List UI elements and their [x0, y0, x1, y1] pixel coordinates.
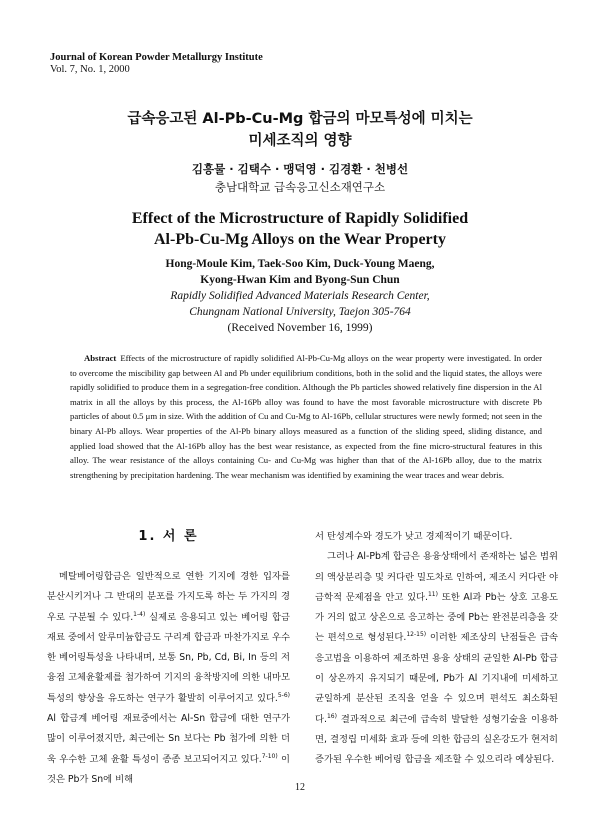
reference-mark: 11)	[427, 590, 438, 598]
journal-header	[50, 52, 263, 76]
abstract-text: Effects of the microstructure of rapidly solidified Al-Pb-Cu-Mg alloys on the wear property were investigated. In order to overcome the miscibility gap between Al and Pb under equilibrium conditions, both in the solid and the liquid states, the alloys were rapidly solidified to produce them in a segregation-free condition. Although the Pb particles showed relatively fine dispersion in the Al matrix in all the alloys by this process, the Al-16Pb alloy was found to have the most favorable microstructure with discrete Pb particles of about 0.5 μm in size. With the addition of Cu and Cu-Mg to Al-16Pb, cellular structures were newly formed; not seen in the binary Al-Pb alloys. Wear properties of the Al-Pb binary alloys measured as a function of the sliding speed, sliding distance, and applied load showed that the Al-16Pb alloy has the best wear resistance, as expected from the fine micro-structural features in this alloy. The wear resistance of the alloys containing Cu- and Cu-Mg was higher than that of the Al-16Pb alloy, due to the matrix strengthening by precipitation hardening. The wear mechanism was identified by examining the wear traces and wear debris.	[70, 353, 542, 480]
english-authors-line2: Kyong-Hwan Kim and Byong-Sun Chun	[200, 274, 400, 286]
text-run: 이것은 Pb가 Sn에 비해	[47, 753, 290, 785]
english-affiliation-line1: Rapidly Solidified Advanced Materials Research Center,	[170, 290, 430, 302]
paragraph	[47, 567, 290, 790]
korean-title	[40, 108, 560, 152]
body-column-left	[47, 567, 290, 790]
text-run: 이러한 제조상의 난점들은 급속응고법을 이용하여 제조하면 용융 상태의 균일한 Al-Pb 합금이 상온까지 유지되기 때문에, Pb가 Al 기지내에 미세하고 균일하게 분산된 조직을 얻을 수 있으며 편석도 최소화된다.	[315, 632, 558, 725]
english-title-line2: Al-Pb-Cu-Mg Alloys on the Wear Property	[154, 231, 446, 248]
received-date: (Received November 16, 1999)	[227, 322, 373, 334]
page-number: 12	[295, 782, 305, 793]
text-run: Al 합금계 베어링 재료중에서는 Al-Sn 합금에 대한 연구가 많이 이루어졌지만, 최근에는 Sn 보다는 Pb 첨가에 의한 더욱 우수한 고체 윤활 특성이 종종 보고되어지고 있다.	[47, 713, 290, 765]
reference-mark: 1-4)	[133, 610, 146, 618]
korean-title-line2: 미세조직의 영향	[248, 133, 352, 149]
reference-mark: 12-15)	[406, 631, 427, 639]
english-title-line1: Effect of the Microstructure of Rapidly Solidified	[131, 210, 469, 227]
korean-affiliation: 충남대학교 급속응고신소재연구소	[214, 180, 386, 194]
paragraph-continued: 서 탄성계수와 경도가 낮고 경제적이기 때문이다.	[315, 531, 513, 542]
english-affiliation-line2: Chungnam National University, Taejon 305-764	[189, 306, 411, 318]
english-author-block	[40, 256, 560, 336]
abstract	[70, 351, 542, 482]
text-run: 또한 Al과 Pb는 상호 고용도가 거의 없고 상온으로 응고하는 중에 Pb는 완전분리층을 갖는 편석으로 형성된다.	[315, 591, 558, 644]
text-run: 결과적으로 최근에 급속히 발달한 성형기술을 이용하면, 결정립 미세화 효과 등에 의한 합금의 실온강도가 현저히 증가된 우수한 베어링 합금을 제조할 수 있으리라 예상된다.	[315, 713, 558, 766]
journal-name: Journal of Korean Powder Metallurgy Institute	[50, 52, 263, 63]
paragraph	[315, 547, 558, 770]
korean-author-block	[40, 160, 560, 196]
korean-title-line1: 급속응고된 Al-Pb-Cu-Mg 합금의 마모특성에 미치는	[127, 111, 473, 127]
korean-authors: 김흥물 · 김택수 · 맹덕영 · 김경환 · 천병선	[191, 162, 409, 176]
reference-mark: 5-6)	[277, 691, 290, 699]
section-heading: 1. 서 론	[138, 529, 199, 544]
reference-mark: 16)	[326, 712, 337, 720]
journal-volume: Vol. 7, No. 1, 2000	[50, 64, 130, 75]
text-run: 실제로 응용되고 있는 베어링 합금재료 중에서 알루미늄합금도 구리계 합금과 마찬가지로 우수한 베어링특성을 나타내며, 보통 Sn, Pb, Cd, Bi, In 등의 저융점 고체윤활제를 첨가하여 기지의 융착방지에 의한 내마모특성의 향상을 유도하는 연구가 활발히 이루어지고 있다.	[47, 611, 290, 704]
text-run: 그러나 Al-Pb계 합금은 용융상태에서 존재하는 넓은 범위의 액상분리층 및 커다란 밀도차로 인하여, 제조시 커다란 야금학적 문제점을 안고 있다.	[315, 551, 558, 603]
abstract-label: Abstract	[84, 353, 117, 363]
text-run: 메탈베어링합금은 일반적으로 연한 기지에 경한 입자를 분산시키거나 그 반대의 분포를 가지도록 하는 두 가지의 경우로 구분될 수 있다.	[47, 571, 290, 623]
english-authors-line1: Hong-Moule Kim, Taek-Soo Kim, Duck-Young Maeng,	[165, 258, 435, 270]
reference-mark: 7-10)	[261, 752, 278, 760]
english-title	[40, 208, 560, 250]
body-column-right	[315, 527, 558, 771]
